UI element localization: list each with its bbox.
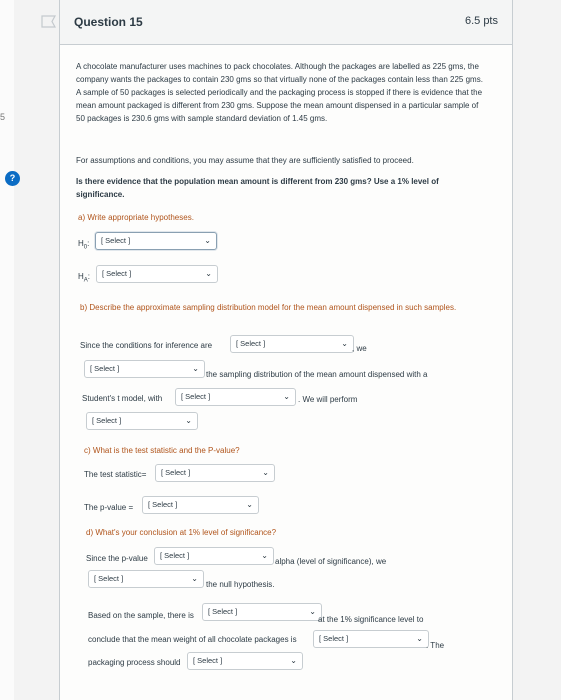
- process-text: packaging process should: [88, 658, 181, 667]
- question-points: 6.5 pts: [464, 15, 498, 27]
- sidebar-number: 5: [0, 112, 6, 122]
- test-statistic-label: The test statistic=: [84, 470, 147, 479]
- chevron-down-icon: ⌄: [205, 269, 212, 278]
- question-body: A chocolate manufacturer uses machines to pack chocolates. Although the packages are labelled as 225 gms, the company wants the packages to contain 230 gms so that virtually none of the packages contain less than 225 gms. A sample of 50 packages is selected periodically and the packaging process is stopped if there is evidence that the mean amount packaged is different from 230 gms. Suppose the mean amount dispensed in a particular sample of 50 packages is 230.6 gms with sample standard deviation of 1.45 gms.: [76, 62, 483, 123]
- flag-question-icon[interactable]: [41, 15, 56, 28]
- chevron-down-icon: ⌄: [246, 500, 253, 509]
- test-type-select[interactable]: [ Select ] ⌄: [86, 412, 198, 430]
- chevron-down-icon: ⌄: [283, 392, 290, 401]
- since-conditions-text: Since the conditions for inference are: [80, 341, 213, 350]
- students-t-text: Student's t model, with: [82, 394, 163, 403]
- conclude-text: conclude that the mean weight of all chocolate packages is: [88, 635, 297, 644]
- part-c-heading: c) What is the test statistic and the P-value?: [84, 446, 240, 455]
- null-decision-select[interactable]: [ Select ] ⌄: [88, 570, 204, 588]
- chevron-down-icon: ⌄: [290, 656, 297, 665]
- based-on-sample-text: Based on the sample, there is: [88, 611, 194, 620]
- chevron-down-icon: ⌄: [192, 364, 199, 373]
- mean-weight-select[interactable]: [ Select ] ⌄: [313, 630, 429, 648]
- p-value-compare-select[interactable]: [ Select ] ⌄: [154, 547, 274, 565]
- part-d-heading: d) What's your conclusion at 1% level of significance?: [86, 528, 277, 537]
- chevron-down-icon: ⌄: [191, 574, 198, 583]
- part-b-heading: b) Describe the approximate sampling distribution model for the mean amount dispensed in such samples.: [80, 303, 457, 312]
- alpha-text: alpha (level of significance), we: [275, 557, 387, 566]
- question-title: Question 15: [74, 15, 143, 29]
- chevron-down-icon: ⌄: [416, 634, 423, 643]
- question-prompt: Is there evidence that the population mean amount is different from 230 gms? Use a 1% level of significance.: [76, 177, 439, 199]
- left-strip: [0, 0, 14, 700]
- h0-select[interactable]: [ Select ] ⌄: [95, 232, 217, 250]
- degrees-freedom-select[interactable]: [ Select ] ⌄: [175, 388, 296, 406]
- question-card: [59, 0, 513, 700]
- process-select[interactable]: [ Select ] ⌄: [187, 652, 303, 670]
- since-p-value-text: Since the p-value: [86, 554, 148, 563]
- at-level-text: at the 1% significance level to: [318, 615, 424, 624]
- chevron-down-icon: ⌄: [261, 551, 268, 560]
- chevron-down-icon: ⌄: [341, 339, 348, 348]
- evidence-select[interactable]: [ Select ] ⌄: [202, 603, 322, 621]
- chevron-down-icon: ⌄: [309, 607, 316, 616]
- conditions-select[interactable]: [ Select ] ⌄: [230, 335, 354, 353]
- ha-label: $H_A$:: [78, 272, 91, 284]
- chevron-down-icon: ⌄: [262, 468, 269, 477]
- h0-label: $H_0$:: [78, 239, 90, 251]
- sampling-distribution-text: the sampling distribution of the mean amount dispensed with a: [206, 370, 428, 379]
- the-text: . The: [426, 641, 445, 650]
- chevron-down-icon: ⌄: [204, 236, 211, 245]
- ha-select[interactable]: [ Select ] ⌄: [96, 265, 218, 283]
- help-badge-icon[interactable]: ?: [5, 171, 20, 186]
- chevron-down-icon: ⌄: [185, 416, 192, 425]
- p-value-label: The p-value =: [84, 503, 134, 512]
- p-value-select[interactable]: [ Select ] ⌄: [142, 496, 259, 514]
- we-text: , we: [352, 344, 367, 353]
- test-statistic-select[interactable]: [ Select ] ⌄: [155, 464, 275, 482]
- question-header: [60, 0, 512, 45]
- sampling-model-select[interactable]: [ Select ] ⌄: [84, 360, 205, 378]
- null-hypothesis-text: the null hypothesis.: [206, 580, 275, 589]
- perform-text: . We will perform: [298, 395, 358, 404]
- assumption-text: For assumptions and conditions, you may assume that they are sufficiently satisfied to proceed.: [76, 156, 414, 165]
- part-a-heading: a) Write appropriate hypotheses.: [78, 213, 194, 222]
